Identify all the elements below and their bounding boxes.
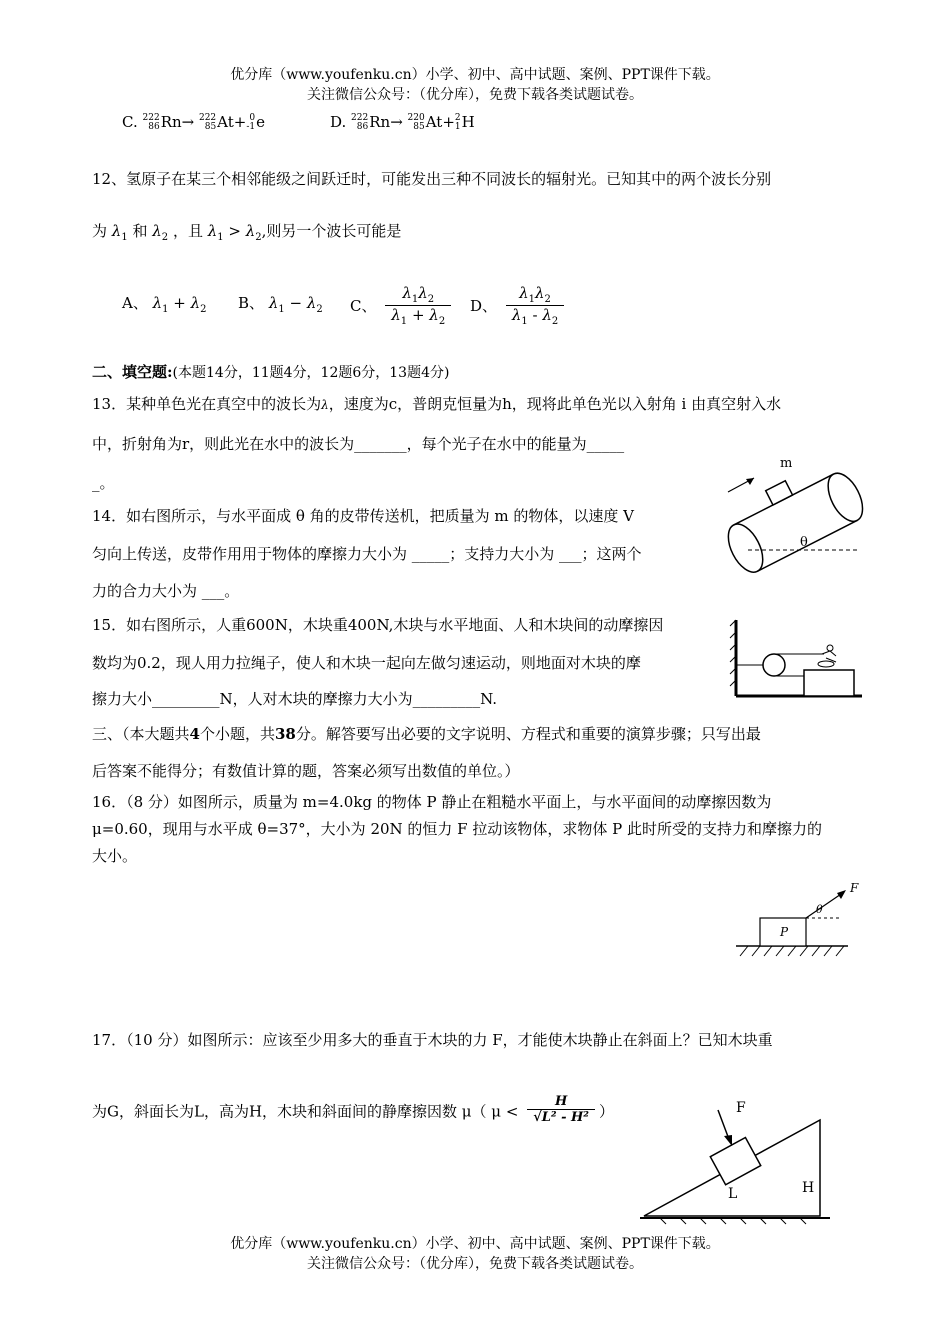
- q12-option-b: B、 $\lambda_1 - \lambda_2$: [238, 294, 323, 315]
- q11-option-c: C. 222 86Rn→ 222 85At+ 0 -1e: [122, 113, 266, 132]
- nuclide-sup: 222 86: [142, 113, 160, 132]
- q14-line-3: 力的合力大小为 ___。: [92, 582, 240, 600]
- q12-option-a: A、 $\lambda_1 + \lambda_2$: [122, 294, 207, 315]
- q12-line-1: 12、氢原子在某三个相邻能级之间跃迁时，可能发出三种不同波长的辐射光。已知其中的两个波长分别: [92, 170, 772, 188]
- force-arrow: [806, 892, 844, 918]
- q12-option-d: D、 $\frac{\lambda_1\lambda_2}{\lambda_1 - \lambda_2}$: [470, 284, 568, 327]
- section-3-line-1: 三、（本大题共4个小题，共38分。解答要写出必要的文字说明、方程式和重要的演算步骤；只写出最: [92, 725, 761, 743]
- q16-line-1: 16．（8 分）如图所示，质量为 m=4.0kg 的物体 P 静止在粗糙水平面上，与水平面间的动摩擦因数为: [92, 793, 772, 811]
- incline-figure: [640, 1098, 840, 1228]
- q14-line-1: 14．如右图所示，与水平面成 θ 角的皮带传送机，把质量为 m 的物体，以速度 V: [92, 507, 635, 525]
- label-theta: θ: [816, 903, 823, 916]
- q15-line-3: 擦力大小_________N，人对木块的摩擦力大小为_________N.: [92, 690, 498, 708]
- block-m: [766, 481, 793, 505]
- person: [827, 645, 833, 651]
- q13-line-1: 13．某种单色光在真空中的波长为λ，速度为c，普朗克恒量为h，现将此单色光以入射角 i 由真空射入水: [92, 395, 782, 413]
- q12-c-fraction: $\frac{\lambda_1\lambda_2}{\lambda_1 + \lambda_2}$: [385, 284, 451, 327]
- q11-d-equation: Rn→ 220 85At+2 1H: [369, 113, 475, 132]
- q17-line-2: 为G，斜面长为L，高为H，木块和斜面间的静摩擦因数 μ（ μ < $\frac{H}{\text{√L² - H²}}$ ）: [92, 1094, 615, 1125]
- q11-c-equation: Rn→ 222 85At+ 0 -1e: [160, 113, 266, 132]
- section-2-title: 二、填空题:(本题14分，11题4分，12题6分，13题4分): [92, 363, 450, 381]
- label-f: F: [736, 1100, 746, 1116]
- nuclide-sup: 222 86: [351, 113, 369, 132]
- q12-d-fraction: $\frac{\lambda_1\lambda_2}{\lambda_1 - \lambda_2}$: [506, 284, 564, 327]
- q11-option-d: D. 222 86Rn→ 220 85At+2 1H: [330, 113, 475, 132]
- q13-line-2: 中，折射角为r，则此光在水中的波长为_______，每个光子在水中的能量为_____: [92, 435, 625, 453]
- q12-line-2: 为 $\lambda_1$ 和 $\lambda_2$ ，且 $\lambda_1 > \lambda_2$,则另一个波长可能是: [92, 222, 402, 243]
- q15-line-1: 15．如右图所示，人重600N，木块重400N,木块与水平地面、人和木块间的动摩擦因: [92, 616, 664, 634]
- pulley: [763, 654, 785, 676]
- pulley-figure: [730, 618, 865, 703]
- conveyor-figure: [720, 452, 865, 557]
- section-3-line-2: 后答案不能得分；有数值计算的题，答案必须写出数值的单位。）: [92, 762, 520, 780]
- label-f: F: [850, 881, 859, 895]
- q15-line-2: 数均为0.2，现人用力拉绳子，使人和木块一起向左做匀速运动，则地面对木块的摩: [92, 654, 641, 672]
- block-force-figure: [736, 880, 866, 960]
- header-line-1: 优分库（www.youfenku.cn）小学、初中、高中试题、案例、PPT课件下载。: [230, 67, 720, 83]
- q12-option-c: C、 $\frac{\lambda_1\lambda_2}{\lambda_1 + \lambda_2}$: [350, 284, 455, 327]
- label-theta: θ: [800, 535, 808, 550]
- header-line-2: 关注微信公众号：（优分库），免费下载各类试题试卷。: [307, 87, 643, 103]
- label-h: H: [802, 1180, 815, 1196]
- q13-line-3: _。: [92, 474, 115, 492]
- footer-line-2: 关注微信公众号：（优分库），免费下载各类试题试卷。: [307, 1256, 643, 1272]
- q16-line-3: 大小。: [92, 847, 138, 865]
- label-m: m: [780, 456, 793, 471]
- q17-fraction: $\frac{H}{\text{√L² - H²}}$: [527, 1094, 595, 1125]
- label-l: L: [728, 1186, 738, 1202]
- q17-line-1: 17．（10 分）如图所示：应该至少用多大的垂直于木块的力 F，才能使木块静止在斜面上？已知木块重: [92, 1031, 773, 1049]
- wood-block: [804, 670, 854, 696]
- footer-line-1: 优分库（www.youfenku.cn）小学、初中、高中试题、案例、PPT课件下载。: [230, 1236, 720, 1252]
- q14-line-2: 匀向上传送，皮带作用用于物体的摩擦力大小为 _____；支持力大小为 ___；这两个: [92, 545, 642, 563]
- incline-block: [710, 1138, 760, 1185]
- q16-line-2: μ=0.60，现用与水平成 θ=37°，大小为 20N 的恒力 F 拉动该物体，求物体 P 此时所受的支持力和摩擦力的: [92, 820, 822, 838]
- label-p: P: [780, 925, 789, 939]
